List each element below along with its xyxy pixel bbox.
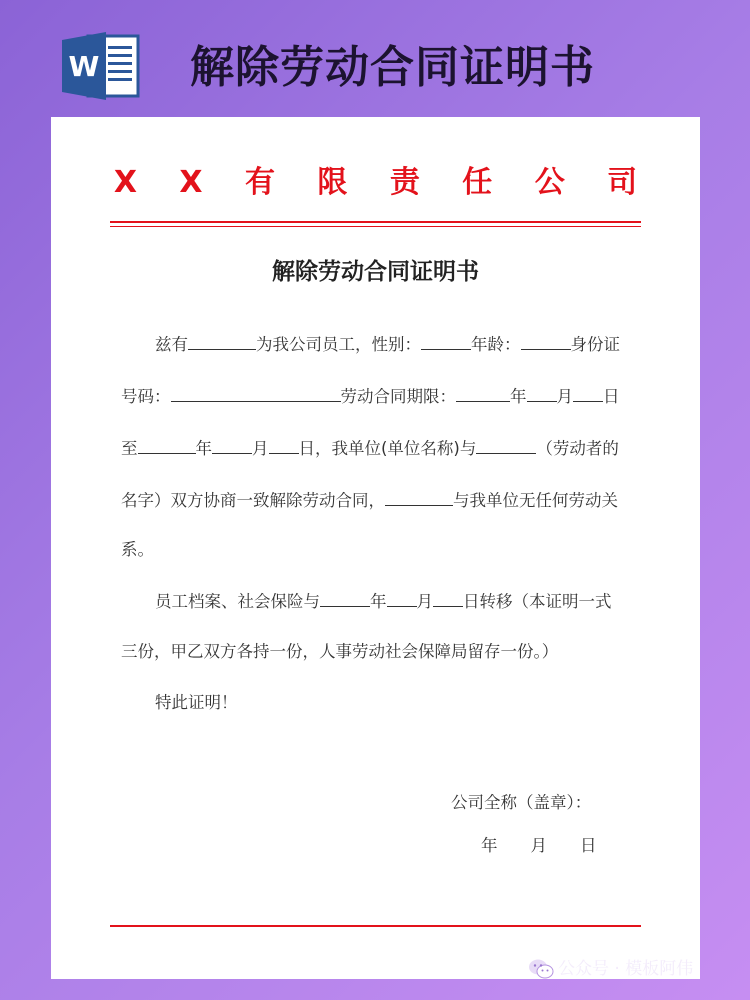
blank-end-year [138,435,196,454]
wechat-icon [528,958,554,980]
body-line-2 [121,383,642,410]
text-segment: 年 [510,387,527,406]
blank-contract-day [573,383,603,402]
text-segment: 月 [252,439,269,458]
company-name: X X 有 限 责 任 公 司 [113,165,654,200]
blank-transfer-year [320,588,370,607]
body-line-8: 特此证明！ [155,693,238,712]
blank-id-number [171,383,341,402]
text-segment: （劳动者的 [536,439,619,458]
text-segment: 劳动合同期限： [340,387,456,406]
header-title: 解除劳动合同证明书 [190,42,595,93]
header-rule-thin [110,226,641,227]
text-segment: 日，我单位(单位名称)与 [298,439,477,458]
blank-gender [421,331,471,350]
signature-company-label: 公司全称（盖章）： [451,793,592,812]
blank-end-month [212,435,252,454]
header [0,0,750,112]
text-segment: 与我单位无任何劳动关 [453,491,618,510]
text-segment: 月 [556,387,573,406]
text-segment: 名字）双方协商一致解除劳动合同， [121,491,385,510]
document-title: 解除劳动合同证明书 [272,259,479,285]
text-segment: 兹有 [155,335,188,354]
svg-text:W: W [68,50,100,83]
text-segment: 员工档案、社会保险与 [155,592,320,611]
blank-contract-year [456,383,510,402]
text-segment: 至 [121,439,138,458]
body-line-7: 三份，甲乙双方各持一份，人事劳动社会保障局留存一份。） [121,642,559,661]
blank-transfer-month [387,588,417,607]
blank-worker-name [476,435,536,454]
text-segment: 号码： [121,387,171,406]
blank-employee-name [188,331,256,350]
body-line-5: 系。 [121,540,154,559]
blank-transfer-day [433,588,463,607]
text-segment: 日转移（本证明一式 [463,592,612,611]
signature-date: 年 月 日 [481,836,597,855]
text-segment: 年龄： [471,335,521,354]
text-segment: 身份证 [570,335,620,354]
word-document-icon [62,32,142,100]
text-segment: 日 [603,387,620,406]
blank-end-day [269,435,299,454]
footer-rule [110,925,641,927]
watermark-text: 公众号 · 模板阿伟 [558,959,694,979]
body-line-3 [121,435,642,462]
text-segment: 年 [370,592,387,611]
body-line-4 [121,487,642,514]
body-line-1 [121,331,676,358]
blank-worker [385,487,453,506]
text-segment: 月 [416,592,433,611]
body-line-6 [121,588,676,615]
document-page [51,117,700,979]
blank-age [521,331,571,350]
header-rule-thick [110,221,641,223]
blank-contract-month [527,383,557,402]
text-segment: 为我公司员工，性别： [256,335,421,354]
text-segment: 年 [195,439,212,458]
watermark [528,957,693,981]
